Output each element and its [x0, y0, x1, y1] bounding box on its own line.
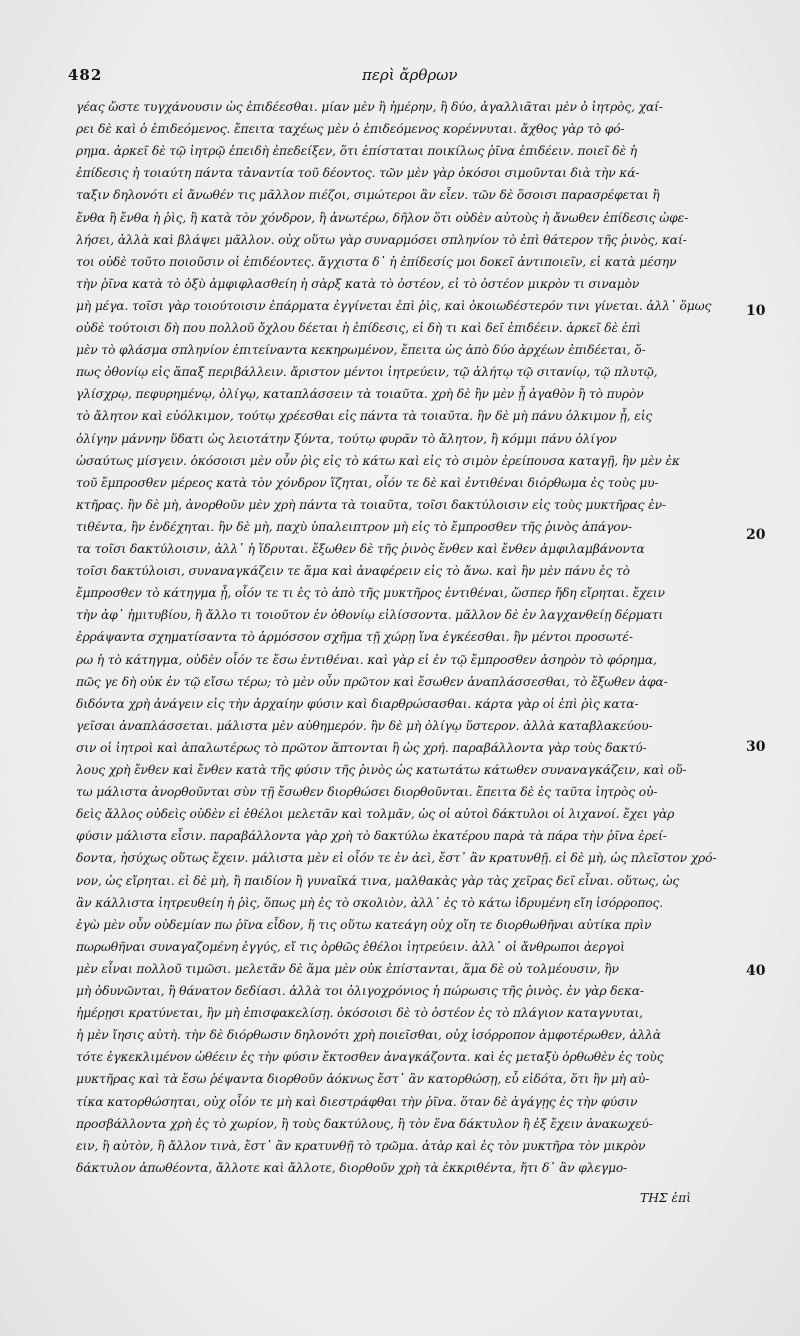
text-line: διδόντα χρὴ ἀνάγειν εἰς τὴν ἀρχαίην φύσιν καὶ διαρθρώσασθαι. κάρτα γὰρ οἱ ἐπὶ ῥὶς κατα-	[76, 697, 639, 711]
line-number-marker: 10	[746, 303, 766, 319]
text-line: δεὶς ἄλλος οὐδεὶς οὐδὲν εἰ ἐθέλοι μελετᾶν καὶ τολμᾶν, ὡς οἱ αὐτοὶ δάκτυλοι οἱ λιχανοί. ἔχει γὰρ	[76, 807, 675, 821]
text-line: γλίσχρῳ, πεφυρημένῳ, ὀλίγῳ, καταπλάσσειν τὰ τοιαῦτα. χρὴ δὲ ἢν μὲν ᾖ ἀγαθὸν ἢ τὸ πυρὸν	[76, 387, 644, 401]
text-line: μὴ ὀδυνῶνται, ἢ θάνατον δεδίασι. ἀλλὰ τοι ὀλιγοχρόνιος ἡ πώρωσις τῆς ῥινὸς. ἐν γὰρ δεκα-	[76, 984, 644, 998]
text-line: μυκτῆρας καὶ τὰ ἔσω ῥέψαντα διορθοῦν ἀόκνως ἔστ᾽ ἂν κατορθώσῃ, εὖ εἰδότα, ὅτι ἢν μὴ αὐ-	[76, 1072, 650, 1086]
text-line: δάκτυλον ἀπωθέοντα, ἄλλοτε καὶ ἄλλοτε, διορθοῦν χρὴ τὰ ἐκκριθέντα, ἤτι δ᾽ ἂν φλεγμο-	[76, 1161, 628, 1175]
page-number: 482	[68, 66, 103, 84]
text-line: τα τοῖσι δακτύλοισιν, ἀλλ᾽ ἡ ἵδρυται. ἔξωθεν δὲ τῆς ῥινὸς ἔνθεν καὶ ἔνθεν ἀμφιλαμβάνοντα	[76, 542, 645, 556]
text-line: ὀλίγην μάννην ὕδατι ὡς λειοτάτην ξύντα, τούτῳ φυρᾶν τὸ ἄλητον, ἢ κόμμι πάνυ ὀλίγον	[76, 432, 617, 446]
text-line: μὲν εἶναι πολλοῦ τιμῶσι. μελετᾶν δὲ ἅμα μὲν οὐκ ἐπίστανται, ἅμα δὲ οὐ τολμέουσιν, ἢν	[76, 962, 619, 976]
text-line: τότε ἐγκεκλιμένον ὠθέειν ἐς τὴν φύσιν ἔκτοσθεν ἀναγκάζοντα. καὶ ἐς μεταξὺ ὀρθωθὲν ἐς τοὺς	[76, 1050, 664, 1064]
text-line: πῶς γε δὴ οὐκ ἐν τῷ εἴσω τέρω; τὸ μὲν οὖν πρῶτον καὶ ἔσωθεν ἀναπλάσσεσθαι, τὸ ἔξωθεν ἀφα-	[76, 675, 668, 689]
text-line: τοι οὐδὲ τοῦτο ποιοῦσιν οἱ ἐπιδέοντες. ἄγχιστα δ᾽ ἡ ἐπίδεσίς μοι δοκεῖ ἀντιποιεῖν, εἰ κατὰ μέσην	[76, 255, 677, 269]
text-line: ἡμέρῃσι κρατύνεται, ἢν μὴ ἐπισφακελίσῃ. ὁκόσοισι δὲ τὸ ὀστέον ἐς τὸ πλάγιον καταγνυται,	[76, 1006, 643, 1020]
text-line: πωρωθῆναι συναγαζομένη ἐγγύς, εἴ τις ὀρθῶς ἐθέλοι ἰητρεύειν. ἀλλ᾽ οἱ ἄνθρωποι ἀεργοὶ	[76, 940, 625, 954]
text-line: τιθέντα, ἢν ἐνδέχηται. ἢν δὲ μὴ, παχὺ ὑπαλειπτρον μὴ εἰς τὸ ἔμπροσθεν τῆς ῥινὸς ἀπάγον-	[76, 520, 632, 534]
text-line: τὴν ἀφ᾽ ἡμιτυβίου, ἢ ἄλλο τι τοιοῦτον ἐν ὀθονίῳ εἱλίσσοντα. μᾶλλον δὲ ἐν λαγχανθείῃ δέρματι	[76, 608, 664, 622]
catchword: ΤΗΣ ἐπὶ	[640, 1191, 692, 1205]
text-line: ἔμπροσθεν τὸ κάτηγμα ᾖ, οἷόν τε τι ἐς τὸ ἀπὸ τῆς μυκτῆρος ἐντιθέναι, ὥσπερ ἤδη εἴρηται. ἔχειν	[76, 586, 665, 600]
text-line: λήσει, ἀλλὰ καὶ βλάψει μᾶλλον. οὐχ οὕτω γὰρ συναρμόσει σπληνίον τὸ ἐπὶ θάτερον τῆς ῥινὸς, καί-	[76, 233, 687, 247]
line-number-marker: 40	[746, 963, 766, 979]
text-line: ὡσαύτως μίσγειν. ὁκόσοισι μὲν οὖν ῥὶς εἰς τὸ κάτω καὶ εἰς τὸ σιμὸν ἐρείπουσα καταγῇ, ἢν μὲν ἐκ	[76, 454, 680, 468]
text-line: ταξιν δηλονότι εἰ ἄνωθέν τις μᾶλλον πιέζοι, σιμώτεροι ἂν εἶεν. τῶν δὲ ὅσοισι παρασρέφεται ἢ	[76, 188, 660, 202]
line-number-marker: 20	[746, 527, 766, 543]
text-line: νον, ὡς εἴρηται. εἰ δὲ μὴ, ἢ παιδίον ἢ γυναῖκά τινα, μαλθακὰς γὰρ τὰς χεῖρας δεῖ εἶναι. οὕτως, ὡς	[76, 874, 680, 888]
line-number-marker: 30	[746, 739, 766, 755]
text-line: ρω ἡ τὸ κάτηγμα, οὐδὲν οἷόν τε ἔσω ἐντιθέναι. καὶ γὰρ εἰ ἐν τῷ ἔμπροσθεν ἀσηρὸν τὸ φόρημα,	[76, 653, 657, 667]
text-line: τίκα κατορθώσηται, οὐχ οἷόν τε μὴ καὶ διεστράφθαι τὴν ῥῖνα. ὅταν δὲ ἀγάγῃς ἐς τὴν φύσιν	[76, 1095, 638, 1109]
text-line: πως ὀθονίῳ εἰς ἅπαξ περιβάλλειν. ἄριστον μέντοι ἰητρεύειν, τῷ ἀλήτῳ τῷ σιτανίῳ, τῷ πλυτῷ,	[76, 365, 658, 379]
text-line: τω μάλιστα ἀνορθοῦνται σὺν τῇ ἔσωθεν διορθώσει διορθοῦνται. ἔπειτα δὲ ἐς ταῦτα ἰητρὸς οὐ-	[76, 785, 658, 799]
text-line: τὴν ῥῖνα κατὰ τὸ ὀξὺ ἀμφιφλασθείη ἡ σὰρξ κατὰ τὸ ὀστέον, εἰ τὸ ὀστέον μικρὸν τι σιναμὸν	[76, 277, 640, 291]
running-head: περὶ ἄρθρων	[362, 66, 458, 84]
text-line: ἂν κάλλιστα ἰητρευθείη ἡ ῥὶς, ὅπως μὴ ἐς τὸ σκολιὸν, ἀλλ᾽ ἐς τὸ κάτω ἰδρυμένη εἴη ἰσόρροπος.	[76, 896, 664, 910]
text-line: ρημα. ἀρκεῖ δὲ τῷ ἰητρῷ ἐπειδὴ ἐπεδείξεν, ὅτι ἐπίσταται ποικίλως ῥῖνα ἐπιδέειν. ποιεῖ δὲ ἡ	[76, 144, 637, 158]
text-line: τοῦ ἔμπροσθεν μέρεος κατὰ τὸν χόνδρον ἵζηται, οἷόν τε δὲ καὶ ἐντιθέναι διόρθωμα ἐς τοὺς μυ-	[76, 476, 659, 490]
text-line: λους χρὴ ἔνθεν καὶ ἔνθεν κατὰ τῆς φύσιν τῆς ῥινὸς ὡς κατωτάτω κάτωθεν συναναγκάζειν, καὶ οὕ-	[76, 763, 687, 777]
text-line: μὲν τὸ φλάσμα σπληνίον ἐπιτείναντα κεκηρωμένον, ἔπειτα ὡς ἀπὸ δύο ἀρχέων ἐπιδέεται, ὅ-	[76, 343, 646, 357]
text-line: κτῆρας. ἢν δὲ μὴ, ἀνορθοῦν μὲν χρὴ πάντα τὰ τοιαῦτα, τοῖσι δακτύλοισιν εἰς τοὺς μυκτῆρας ἐν-	[76, 498, 666, 512]
text-line: γέας ὥστε τυγχάνουσιν ὡς ἐπιδέεσθαι. μίαν μὲν ἢ ἡμέρην, ἢ δύο, ἀγαλλιᾶται μὲν ὁ ἰητρὸς, χαί-	[76, 100, 663, 114]
text-line: οὐδὲ τούτοισι δὴ που πολλοῦ ὄχλου δέεται ἡ ἐπίδεσις, εἰ δὴ τι καὶ δεῖ ἐπιδέειν. ἀρκεῖ δὲ ἐπὶ	[76, 321, 641, 335]
text-line: δοντα, ἡσύχως οὕτως ἔχειν. μάλιστα μὲν εἰ οἷόν τε ἐν ἀεὶ, ἔστ᾽ ἂν κρατυνθῇ. εἰ δὲ μὴ, ὡς πλεῖστον χρό-	[76, 851, 717, 865]
text-line: ἔνθα ἢ ἔνθα ἡ ῥὶς, ἢ κατὰ τὸν χόνδρον, ἢ ἀνωτέρω, δῆλον ὅτι οὐδὲν αὐτοὺς ἡ ἄνωθεν ἐπίδεσις ὠφε-	[76, 211, 689, 225]
text-line: φύσιν μάλιστα εἶσιν. παραβάλλοντα γὰρ χρὴ τὸ δακτύλω ἑκατέρου παρὰ τὰ πάρα τὴν ῥῖνα ἐρεί-	[76, 829, 667, 843]
text-line: ἡ μὲν ἴησις αὐτὴ. τὴν δὲ διόρθωσιν δηλονότι χρὴ ποιεῖσθαι, οὐχ ἰσόρροπον ἀμφοτέρωθεν, ἀλλὰ	[76, 1028, 661, 1042]
text-line: ρει δὲ καὶ ὁ ἐπιδεόμενος. ἔπειτα ταχέως μὲν ὁ ἐπιδεόμενος κορέννυται. ἄχθος γὰρ τὸ φό-	[76, 122, 625, 136]
text-line: προσβάλλοντα χρὴ ἐς τὸ χωρίον, ἢ τοὺς δακτύλους, ἢ τὸν ἕνα δάκτυλον ἢ ἐξ ἔχειν ἀνακωχεύ-	[76, 1117, 653, 1131]
text-line: τὸ ἄλητον καὶ εὐόλκιμον, τούτῳ χρέεσθαι εἰς πάντα τὰ τοιαῦτα. ἢν δὲ μὴ πάνυ ὁλκιμον ᾖ, εἰς	[76, 409, 653, 423]
text-line: τοῖσι δακτύλοισι, συναναγκάζειν τε ἅμα καὶ ἀναφέρειν εἰς τὸ ἄνω. καὶ ἢν μὲν πάνυ ἐς τὸ	[76, 564, 630, 578]
text-line: μὴ μέγα. τοῖσι γὰρ τοιούτοισιν ἐπάρματα ἐγγίνεται ἐπὶ ῥὶς, καὶ ὀκοιωδέστερόν τινι γίνεται. ἀλλ᾽ ὅμως	[76, 299, 712, 313]
text-line: σιν οἱ ἰητροὶ καὶ ἁπαλωτέρως τὸ πρῶτον ἅπτονται ἢ ὡς χρή. παραβάλλοντα γὰρ τοὺς δακτύ-	[76, 741, 647, 755]
text-line: γεῖσαι ἀναπλάσσεται. μάλιστα μὲν αὐθημερόν. ἢν δὲ μὴ ὀλίγῳ ὕστερον. ἀλλὰ καταβλακεύου-	[76, 719, 653, 733]
text-line: ἐγὼ μὲν οὖν οὐδεμίαν πω ῥῖνα εἶδον, ἥ τις οὕτω κατεάγη οὐχ οἵη τε διορθωθῆναι αὐτίκα πρὶν	[76, 918, 652, 932]
text-line: ἐπίδεσις ἡ τοιαύτη πάντα τἀναντία τοῦ δέοντος. τῶν μὲν γὰρ ὁκόσοι σιμοῦνται διὰ τὴν κά-	[76, 166, 640, 180]
text-line: ἐρράψαντα σχηματίσαντα τὸ ἁρμόσσον σχῆμα τῇ χώρῃ ἵνα ἐγκέεσθαι. ἢν μέντοι προσωτέ-	[76, 630, 633, 644]
text-line: ειν, ἢ αὐτὸν, ἢ ἄλλον τινὰ, ἔστ᾽ ἂν κρατυνθῇ τὸ τρῶμα. ἀτὰρ καὶ ἐς τὸν μυκτῆρα τὸν μικρὸν	[76, 1139, 646, 1153]
